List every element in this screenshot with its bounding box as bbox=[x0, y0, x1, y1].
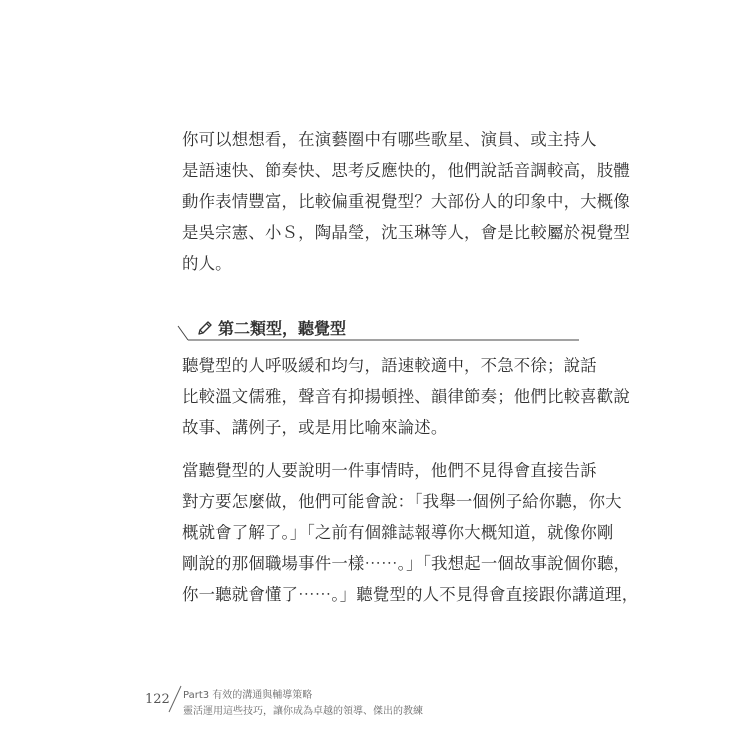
text-line: 你一聽就會懂了⋯⋯。」聽覺型的人不見得會直接跟你講道理， bbox=[182, 585, 639, 604]
text-line: 聽覺型的人呼吸緩和均勻，語速較適中，不急不徐；說話 bbox=[182, 356, 597, 375]
footer-book-subtitle: 靈活運用這些技巧，讓你成為卓越的領導、傑出的教練 bbox=[183, 706, 423, 717]
page-footer bbox=[145, 684, 465, 724]
footer-part-title: Part3 有效的溝通與輔導策略 bbox=[183, 690, 313, 701]
text-line: 是語速快、節奏快、思考反應快的，他們說話音調較高，肢體 bbox=[182, 161, 630, 180]
text-line: 動作表情豐富，比較偏重視覺型？大部份人的印象中，大概像 bbox=[182, 192, 630, 211]
text-line: 故事、講例子，或是用比喻來論述。 bbox=[182, 418, 448, 437]
section-heading bbox=[176, 314, 581, 344]
footer-slash-divider bbox=[167, 684, 183, 714]
text-line: 剛說的那個職場事件一樣⋯⋯。」「我想起一個故事說個你聽， bbox=[182, 554, 631, 573]
page-number: 122 bbox=[145, 692, 170, 707]
text-line: 概就會了解了。」「之前有個雜誌報導你大概知道，就像你剛 bbox=[182, 523, 614, 542]
text-line: 比較溫文儒雅，聲音有抑揚頓挫、韻律節奏；他們比較喜歡說 bbox=[182, 387, 630, 406]
text-line: 是吳宗憲、小Ｓ，陶晶瑩，沈玉琳等人，會是比較屬於視覺型 bbox=[182, 223, 630, 242]
text-line: 的人。 bbox=[182, 254, 232, 273]
paragraph-visual-type-examples bbox=[182, 124, 630, 279]
text-line: 你可以想想看，在演藝圈中有哪些歌星、演員、或主持人 bbox=[182, 130, 597, 149]
paragraph-auditory-type-description bbox=[182, 350, 630, 443]
text-line: 當聽覺型的人要說明一件事情時，他們不見得會直接告訴 bbox=[182, 461, 597, 480]
text-line: 對方要怎麼做，他們可能會說：「我舉一個例子給你聽，你大 bbox=[182, 492, 622, 511]
pencil-icon bbox=[196, 319, 214, 337]
section-heading-title: 第二類型，聽覺型 bbox=[218, 319, 347, 338]
paragraph-auditory-type-example bbox=[182, 455, 639, 610]
